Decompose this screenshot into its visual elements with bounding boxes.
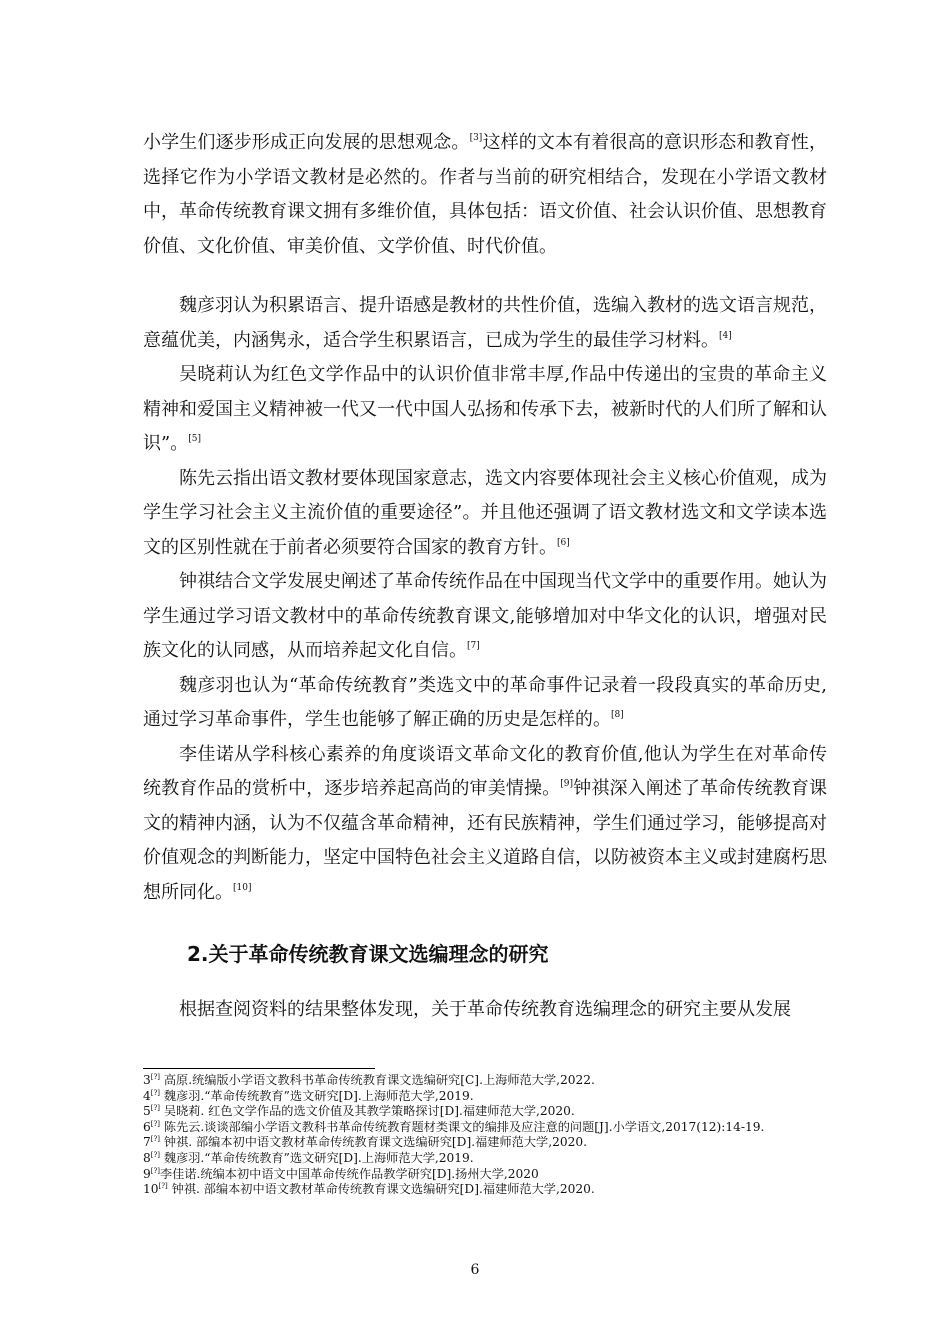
citation-ref: [5] <box>188 434 201 444</box>
paragraph-wu: 吴晓莉认为红色文学作品中的认识价值非常丰厚,作品中传递出的宝贵的革命主义精神和爱国主义精神被一代又一代中国人弘扬和传承下去，被新时代的人们所了解和认识”。[5] <box>143 364 827 454</box>
paragraph-wei: 魏彦羽认为积累语言、提升语感是教材的共性价值，选编入教材的选文语言规范，意蕴优美，内涵隽永，适合学生积累语言，已成为学生的最佳学习材料。[4] <box>143 295 827 351</box>
paragraph-zhong: 钟祺结合文学发展史阐述了革命传统作品在中国现当代文学中的重要作用。她认为学生通过学习语文教材中的革命传统教育课文,能够增加对中华文化的认识，增强对民族文化的认同感，从而培养起文化自信。[7] <box>143 571 827 661</box>
citation-ref: [4] <box>719 330 732 341</box>
paragraph-li: 李佳诺从学科核心素养的角度谈语文革命文化的教育价值,他认为学生在对革命传统教育作品的赏析中，逐步培养起高尚的审美情操。[9]钟祺深入阐述了革命传统教育课文的精神内涵，认为不仅蕴含革命精神，还有民族精神，学生们通过学习，能够提高对价值观念的判断能力，坚定中国特色社会主义道路自信，以防被资本主义或封建腐朽思想所同化。[10] <box>143 743 828 903</box>
citation-ref: [3] <box>469 133 483 143</box>
citation-ref: [9] <box>560 779 574 789</box>
body-block-bottom <box>143 993 827 1028</box>
footnote-7: 7[?] 钟祺. 部编本初中语文教材革命传统教育课文选编研究[D].福建师范大学,2020. <box>143 1135 587 1150</box>
footnote-4: 4[?] 魏彦羽.“革命传统教育”选文研究[D].上海师范大学,2019. <box>143 1088 474 1103</box>
citation-ref: [6] <box>557 537 570 548</box>
paragraph-intro: 小学生们逐步形成正向发展的思想观念。[3]这样的文本有着很高的意识形态和教育性，选择它作为小学语文教材是必然的。作者与当前的研究相结合，发现在小学语文教材中，革命传统教育课文拥有多维价值，具体包括：语文价值、社会认识价值、思想教育价值、文化价值、审美价值、文学价值、时代价值。 <box>143 132 828 257</box>
footnote-6: 6[?] 陈先云.谈谈部编小学语文教科书革命传统教育题材类课文的编排及应注意的问题[J].小学语文,2017(12):14-19. <box>143 1119 765 1134</box>
paragraph-last: 根据查阅资料的结果整体发现，关于革命传统教育选编理念的研究主要从发展 <box>179 999 791 1020</box>
body-block-top <box>143 126 827 264</box>
footnote-divider <box>143 1068 375 1069</box>
body-block-main <box>143 289 827 910</box>
citation-ref: [8] <box>611 710 624 720</box>
paragraph-chen: 陈先云指出语文教材要体现国家意志，选文内容要体现社会主义核心价值观，成为学生学习社会主义主流价值的重要途径”。并且他还强调了语文教材选文和文学读本选文的区别性就在于前者必须要符合国家的教育方针。[6] <box>143 467 827 558</box>
page-number: 6 <box>470 1262 480 1278</box>
footnotes <box>143 1073 827 1198</box>
footnote-5: 5[?] 吴晓莉. 红色文学作品的选文价值及其教学策略探讨[D].福建师范大学,2020. <box>143 1104 575 1119</box>
citation-ref: [7] <box>467 641 480 651</box>
section-heading: 2.关于革命传统教育课文选编理念的研究 <box>187 942 549 966</box>
footnote-10: 10[?] 钟祺. 部编本初中语文教材革命传统教育课文选编研究[D].福建师范大学,2020. <box>143 1182 595 1197</box>
paragraph-wei-2: 魏彦羽也认为“革命传统教育”类选文中的革命事件记录着一段段真实的革命历史,通过学习革命事件，学生也能够了解正确的历史是怎样的。[8] <box>143 674 827 730</box>
footnote-8: 8[?] 魏彦羽.“革命传统教育”选文研究[D].上海师范大学,2019. <box>143 1150 474 1165</box>
footnote-3: 3[?] 高原.统编版小学语文教科书革命传统教育课文选编研究[C].上海师范大学,2022. <box>143 1073 595 1087</box>
footnote-9: 9[?]李佳诺.统编本初中语文中国革命传统作品教学研究[D].扬州大学,2020 <box>143 1166 539 1181</box>
citation-ref: [10] <box>233 882 252 893</box>
